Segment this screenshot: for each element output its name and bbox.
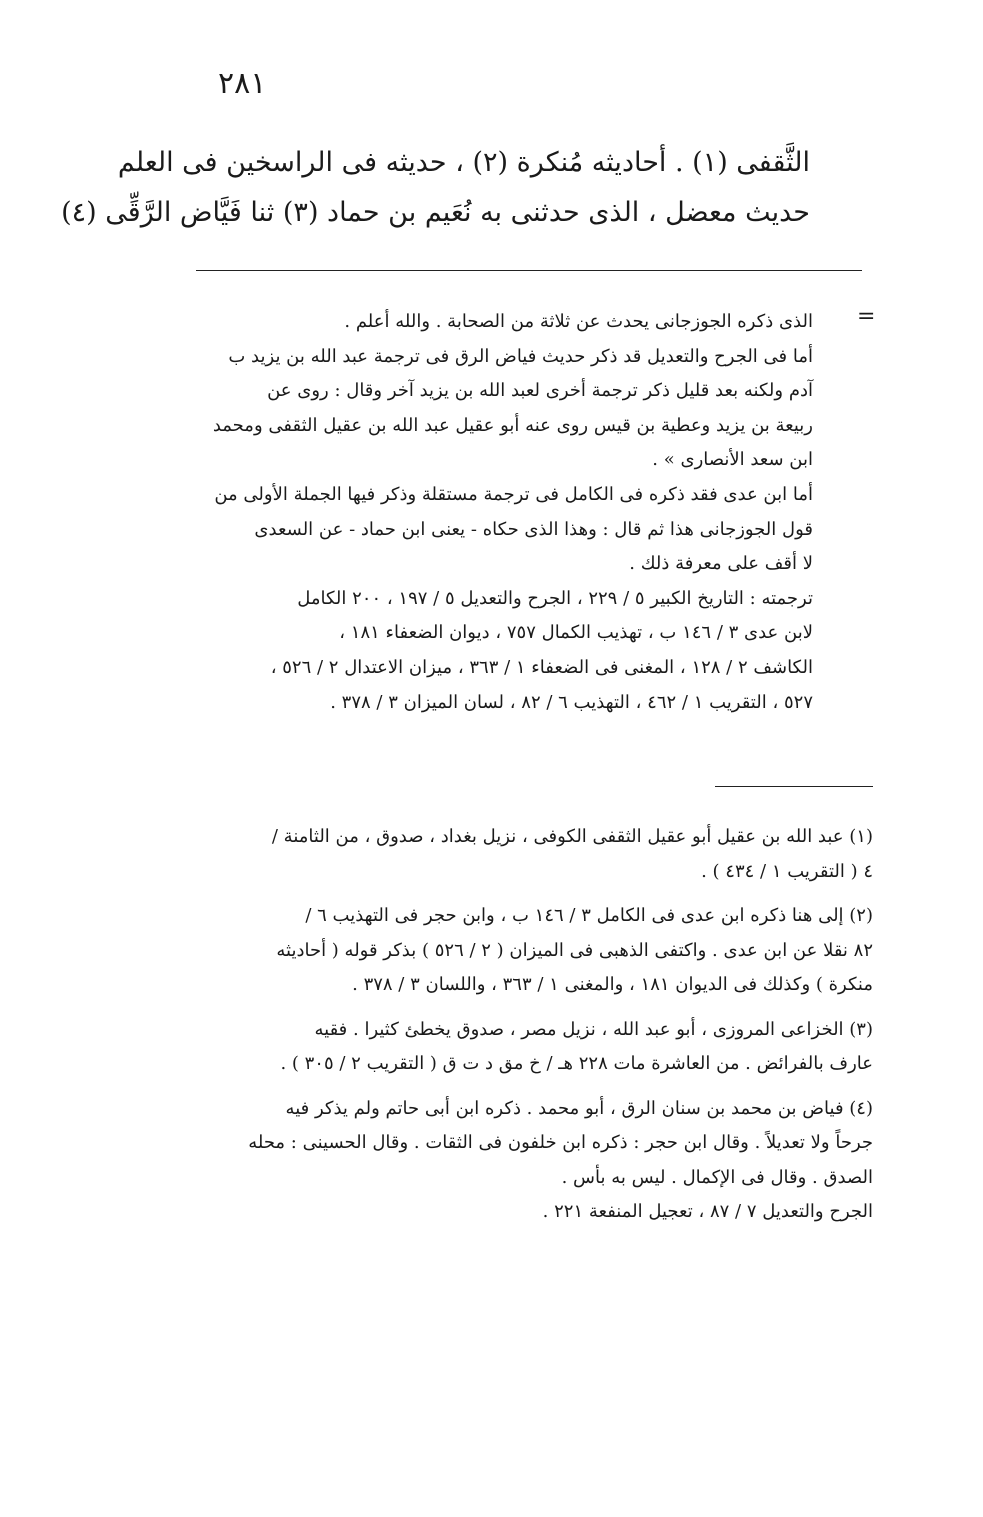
- footnote-line: (١) عبد الله بن عقيل أبو عقيل الثقفى الكوفى ، نزيل بغداد ، صدوق ، من الثامنة /: [271, 826, 873, 847]
- footnote-4: [185, 1092, 873, 1230]
- footnote-line: جرحاً ولا تعديلاً . وقال ابن حجر : ذكره ابن خلفون فى الثقات . وقال الحسينى : محله: [248, 1132, 873, 1153]
- main-text-line: الثَّقفى (١) . أحاديثه مُنكرة (٢) ، حديثه فى الراسخين فى العلم: [117, 147, 810, 178]
- footnote-line: منكرة ) وكذلك فى الديوان ١٨١ ، والمغنى ١ / ٣٦٣ ، واللسان ٣ / ٣٧٨ .: [352, 974, 873, 995]
- footnote-separator-short: [715, 786, 873, 787]
- footnote-line: الجرح والتعديل ٧ / ٨٧ ، تعجيل المنفعة ٢٢١ .: [542, 1201, 873, 1222]
- continued-note-line: أما ابن عدى فقد ذكره فى الكامل فى ترجمة مستقلة وذكر فيها الجملة الأولى من: [214, 483, 813, 505]
- main-text-line: حديث معضل ، الذى حدثنى به نُعَيم بن حماد (٣) ثنا فَيَّاض الرَّقِّى (٤): [61, 197, 810, 228]
- continued-note-line: أما فى الجرح والتعديل قد ذكر حديث فياض الرق فى ترجمة عبد الله بن يزيد ب: [228, 345, 813, 367]
- continued-note-line: ربيعة بن يزيد وعطية بن قيس روى عنه أبو عقيل عبد الله بن عقيل الثقفى ومحمد: [212, 414, 813, 436]
- footnote-line: ٤ ( التقريب ١ / ٤٣٤ ) .: [701, 860, 873, 882]
- footnote-line: (٢) إلى هنا ذكره ابن عدى فى الكامل ٣ / ١٤٦ ب ، وابن حجر فى التهذيب ٦ /: [305, 905, 873, 926]
- footnotes: [185, 820, 873, 1240]
- footnote-separator-top: [196, 270, 862, 271]
- continued-note: [185, 305, 813, 720]
- page-number: ٢٨١: [218, 66, 267, 101]
- continued-note-line: لابن عدى ٣ / ١٤٦ ب ، تهذيب الكمال ٧٥٧ ، ديوان الضعفاء ١٨١ ،: [339, 622, 813, 644]
- continued-note-line: ابن سعد الأنصارى » .: [652, 449, 813, 471]
- footnote-3: [185, 1013, 873, 1082]
- footnote-line: (٣) الخزاعى المروزى ، أبو عبد الله ، نزيل مصر ، صدوق يخطئ كثيرا . فقيه: [314, 1018, 873, 1040]
- footnote-2: [185, 899, 873, 1003]
- continued-note-line: قول الجوزجانى هذا ثم قال : وهذا الذى حكاه - يعنى ابن حماد - عن السعدى: [254, 518, 813, 540]
- continued-note-line: آدم ولكنه بعد قليل ذكر ترجمة أخرى لعبد الله بن يزيد آخر وقال : روى عن: [267, 380, 813, 402]
- continued-note-line: الذى ذكره الجوزجانى يحدث عن ثلاثة من الصحابة . والله أعلم .: [344, 311, 813, 332]
- continuation-mark: =: [857, 304, 876, 329]
- main-text: [61, 138, 810, 238]
- footnote-line: ٨٢ نقلا عن ابن عدى . واكتفى الذهبى فى الميزان ( ٢ / ٥٢٦ ) بذكر قوله ( أحاديثه: [276, 939, 873, 961]
- continued-note-line: لا أقف على معرفة ذلك .: [629, 553, 813, 575]
- footnote-line: (٤) فياض بن محمد بن سنان الرق ، أبو محمد . ذكره ابن أبى حاتم ولم يذكر فيه: [285, 1097, 873, 1119]
- continued-note-line: ترجمته : التاريخ الكبير ٥ / ٢٢٩ ، الجرح والتعديل ٥ / ١٩٧ ، ٢٠٠ الكامل: [297, 587, 813, 609]
- footnote-line: عارف بالفرائض . من العاشرة مات ٢٢٨ هـ / خ مق د ت ق ( التقريب ٢ / ٣٠٥ ) .: [280, 1053, 873, 1074]
- continued-note-line: الكاشف ٢ / ١٢٨ ، المغنى فى الضعفاء ١ / ٣٦٣ ، ميزان الاعتدال ٢ / ٥٢٦ ،: [270, 656, 813, 678]
- continued-note-line: ٥٢٧ ، التقريب ١ / ٤٦٢ ، التهذيب ٦ / ٨٢ ، لسان الميزان ٣ / ٣٧٨ .: [330, 691, 813, 713]
- footnote-line: الصدق . وقال فى الإكمال . ليس به بأس .: [561, 1166, 873, 1188]
- footnote-1: [185, 820, 873, 889]
